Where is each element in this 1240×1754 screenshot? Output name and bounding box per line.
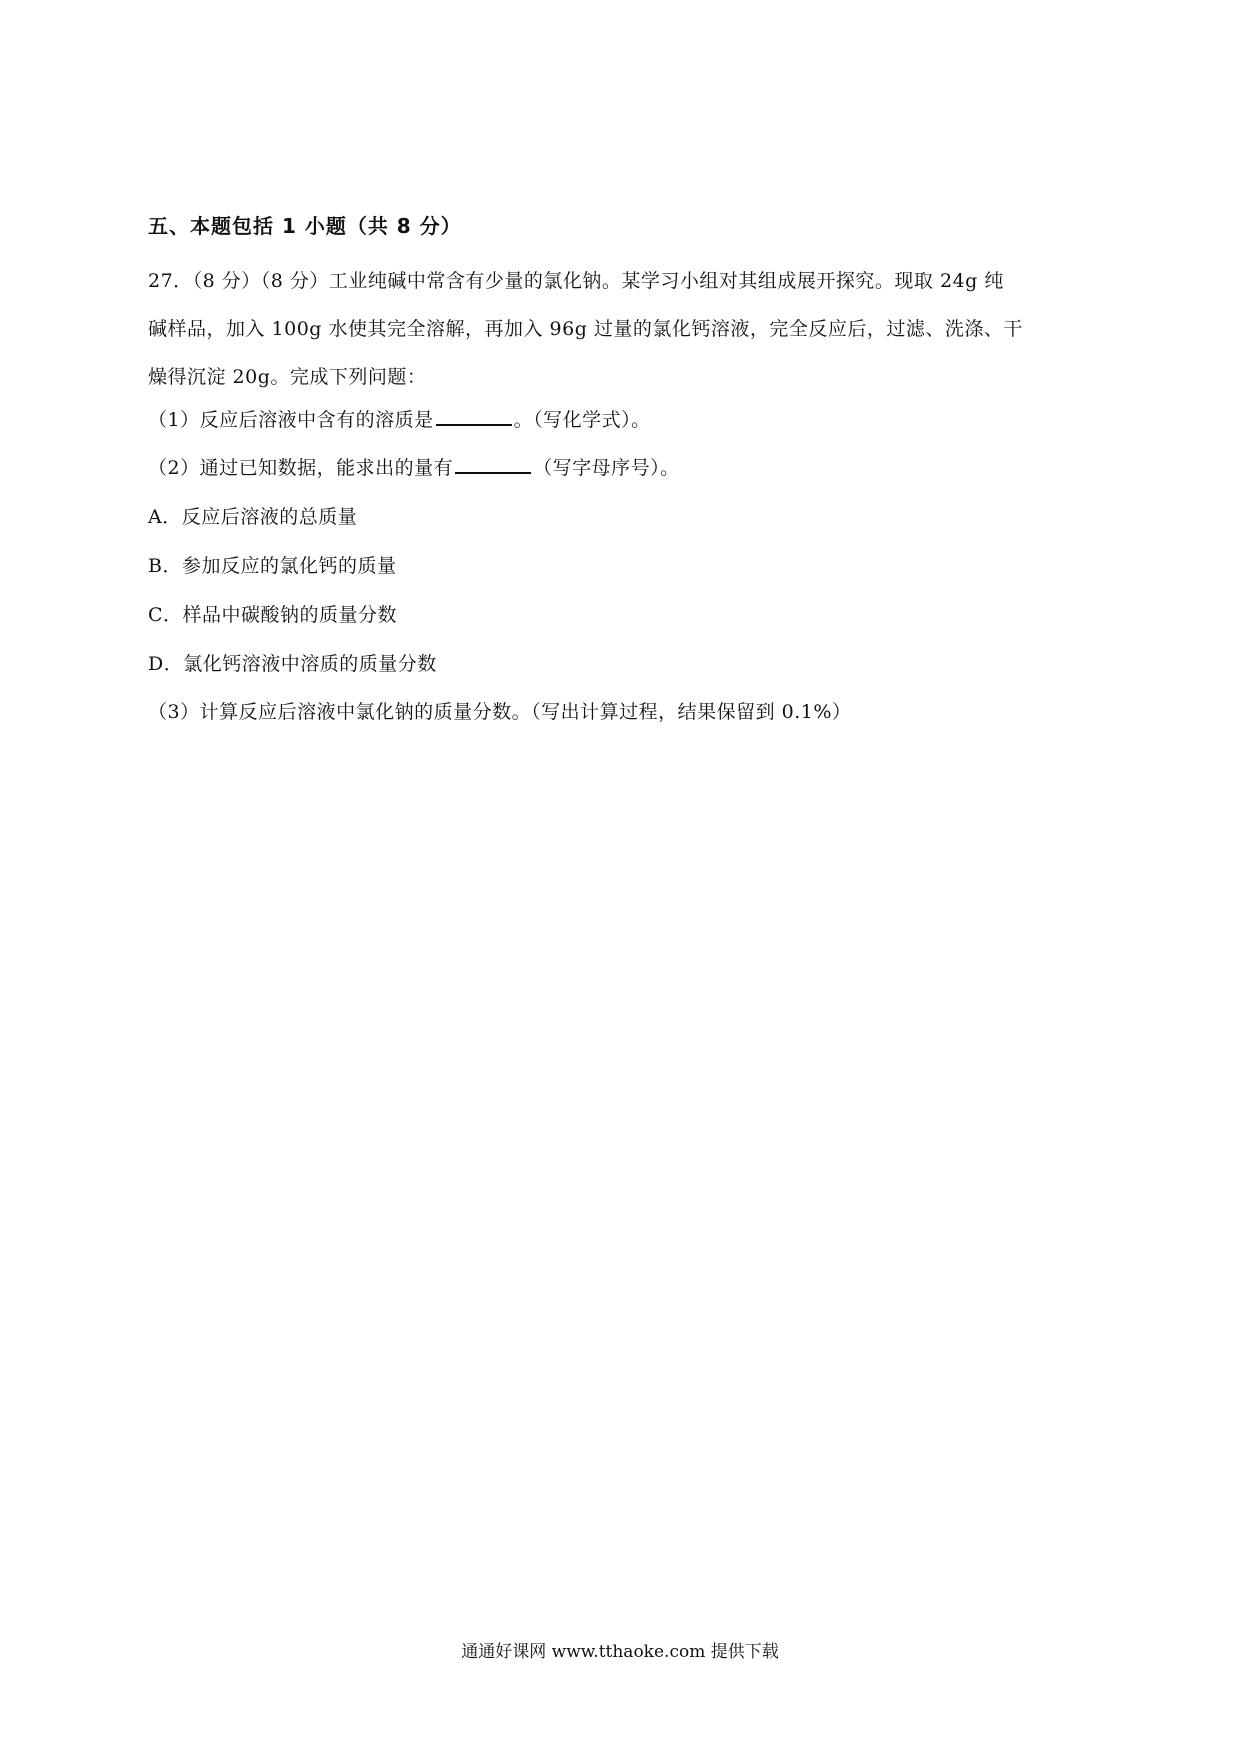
answer-blank-2[interactable]	[455, 454, 531, 474]
option-c: C．样品中碳酸钠的质量分数	[148, 604, 398, 626]
question-stem	[148, 257, 1098, 401]
sub-question-2	[148, 453, 680, 480]
sub-question-2-text: （2）通过已知数据，能求出的量有	[148, 457, 454, 479]
option-b: B．参加反应的氯化钙的质量	[148, 555, 397, 577]
sub-question-2-suffix: （写字母序号）。	[533, 457, 680, 479]
sub-question-3: （3）计算反应后溶液中氯化钠的质量分数。（写出计算过程，结果保留到 0.1%）	[148, 701, 852, 723]
answer-blank-1[interactable]	[436, 406, 512, 426]
section-title: 五、本题包括 1 小题（共 8 分）	[148, 214, 462, 238]
question-line-2: 碱样品，加入 100g 水使其完全溶解，再加入 96g 过量的氯化钙溶液，完全反应后，过滤、洗涤、干	[148, 318, 1023, 340]
sub-question-1	[148, 405, 651, 432]
option-a: A．反应后溶液的总质量	[148, 506, 358, 528]
option-d: D．氯化钙溶液中溶质的质量分数	[148, 653, 437, 675]
question-line-1: 27．（8 分）（8 分）工业纯碱中常含有少量的氯化钠。某学习小组对其组成展开探究。现取 24g 纯	[148, 270, 1004, 292]
question-line-3: 燥得沉淀 20g。完成下列问题：	[148, 366, 427, 388]
page-footer: 通通好课网 www.tthaoke.com 提供下载	[461, 1642, 779, 1662]
sub-question-1-text: （1）反应后溶液中含有的溶质是	[148, 409, 434, 431]
sub-question-1-suffix: 。（写化学式）。	[513, 409, 651, 431]
